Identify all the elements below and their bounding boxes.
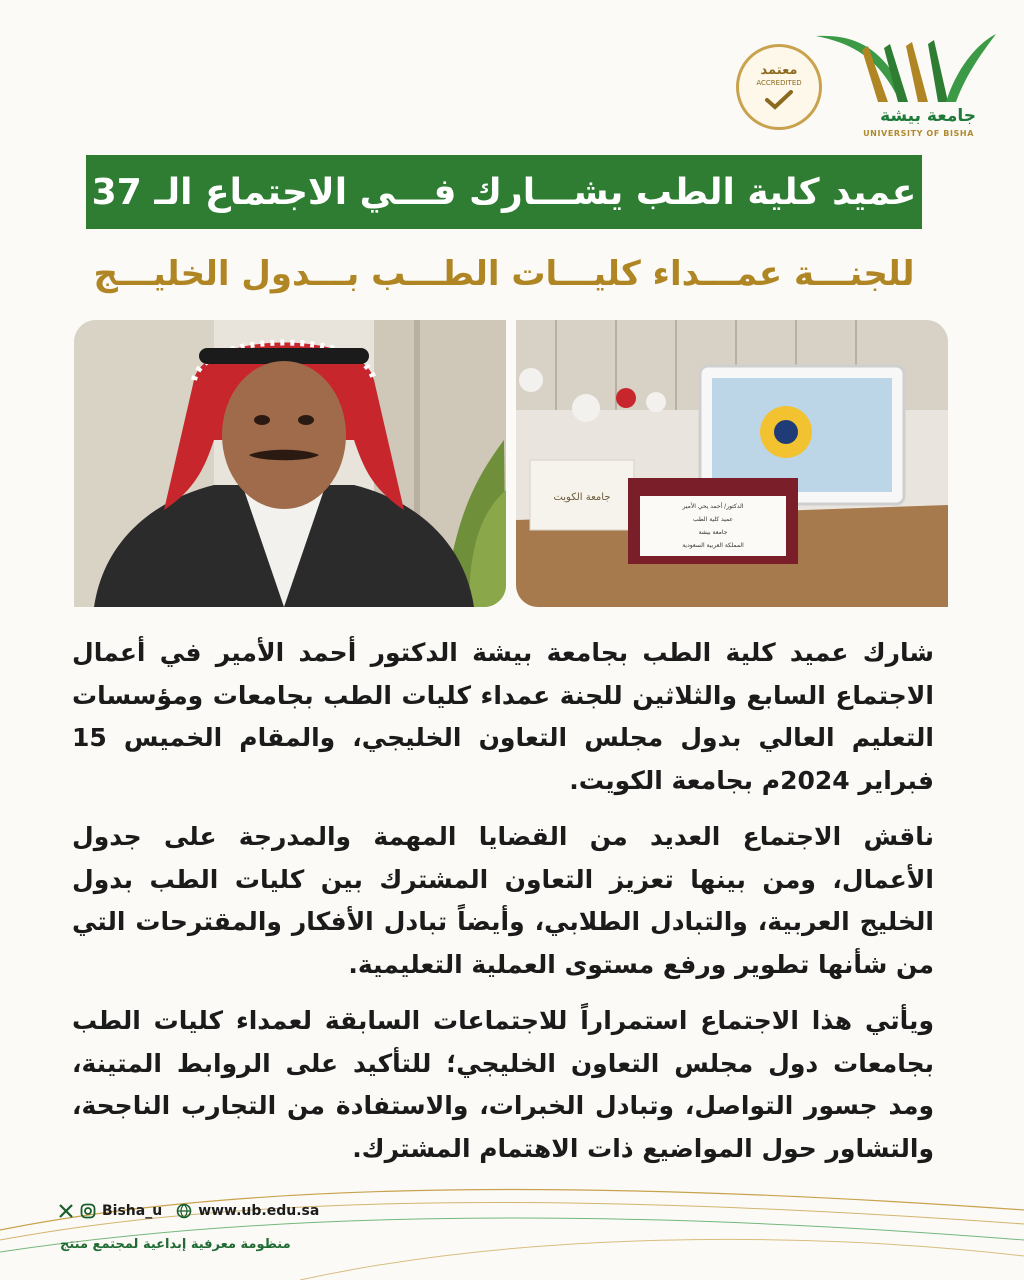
name-plate-line: عميد كلية الطب xyxy=(692,516,733,523)
website-link[interactable]: www.ub.edu.sa xyxy=(198,1203,320,1219)
check-icon xyxy=(764,89,794,111)
meeting-room-illustration xyxy=(516,320,948,607)
headline-text: عميد كلية الطب يشـــارك فـــي الاجتماع الـ 37 xyxy=(91,171,917,213)
accreditation-label-ar: معتمد xyxy=(760,63,798,78)
university-name-en: UNIVERSITY OF BISHA xyxy=(863,129,974,138)
footer-tagline: منظومة معرفية إبداعية لمجتمع منتج xyxy=(60,1237,291,1252)
name-plate xyxy=(640,496,786,556)
university-name-ar: جامعة بيشة xyxy=(880,106,976,126)
header-logos xyxy=(736,26,996,136)
article-body xyxy=(72,632,934,1184)
instagram-icon[interactable] xyxy=(80,1203,96,1219)
subheadline: للجنـــة عمـــداء كليـــات الطـــب بـــدول الخليـــج xyxy=(93,254,915,294)
name-plate-line: المملكة العربية السعودية xyxy=(682,542,744,549)
body-paragraph: ويأتي هذا الاجتماع استمراراً للاجتماعات السابقة لعمداء كليات الطب بجامعات دول مجلس التعاون الخليجي؛ للتأكيد على الروابط المتينة، ومد جسور التواصل، وتبادل الخبرات، والاستفادة من التجارب الناجحة، والتشاور حول المواضيع ذات الاهتمام المشترك. xyxy=(72,1006,934,1163)
accreditation-seal xyxy=(736,44,822,130)
name-plate-line: جامعة بيشة xyxy=(698,529,728,536)
palm-leaves-icon xyxy=(816,30,996,106)
meeting-room-photo xyxy=(516,320,948,607)
desk-sign-text: جامعة الكويت xyxy=(553,492,611,503)
headline-banner xyxy=(86,155,922,229)
portrait-photo xyxy=(74,320,506,607)
decorative-wave-lines xyxy=(0,1170,1024,1280)
x-twitter-icon[interactable] xyxy=(58,1203,74,1219)
globe-icon xyxy=(176,1203,192,1219)
social-handle-link[interactable]: Bisha_u xyxy=(102,1203,163,1219)
name-plate-line: الدكتور/ أحمد يحي الأمير xyxy=(682,503,744,510)
accreditation-label-en: ACCREDITED xyxy=(756,79,802,87)
body-paragraph: ناقش الاجتماع العديد من القضايا المهمة والمدرجة على جدول الأعمال، ومن بينها تعزيز التعاون المشترك بين كليات الطب بدول الخليج العربية، والتبادل الطلابي، وأيضاً تبادل الأفكار والمقترحات التي من شأنها تطوير ورفع مستوى العملية التعليمية. xyxy=(72,822,934,979)
footer-social-links xyxy=(58,1203,319,1219)
university-logo xyxy=(816,30,996,136)
body-paragraph: شارك عميد كلية الطب بجامعة بيشة الدكتور أحمد الأمير في أعمال الاجتماع السابع والثلاثين للجنة عمداء كليات الطب بجامعات ومؤسسات التعليم العالي بدول مجلس التعاون الخليجي، والمقام الخميس 15 فبراير 2024م بجامعة الكويت. xyxy=(72,638,934,795)
portrait-illustration xyxy=(74,320,506,607)
